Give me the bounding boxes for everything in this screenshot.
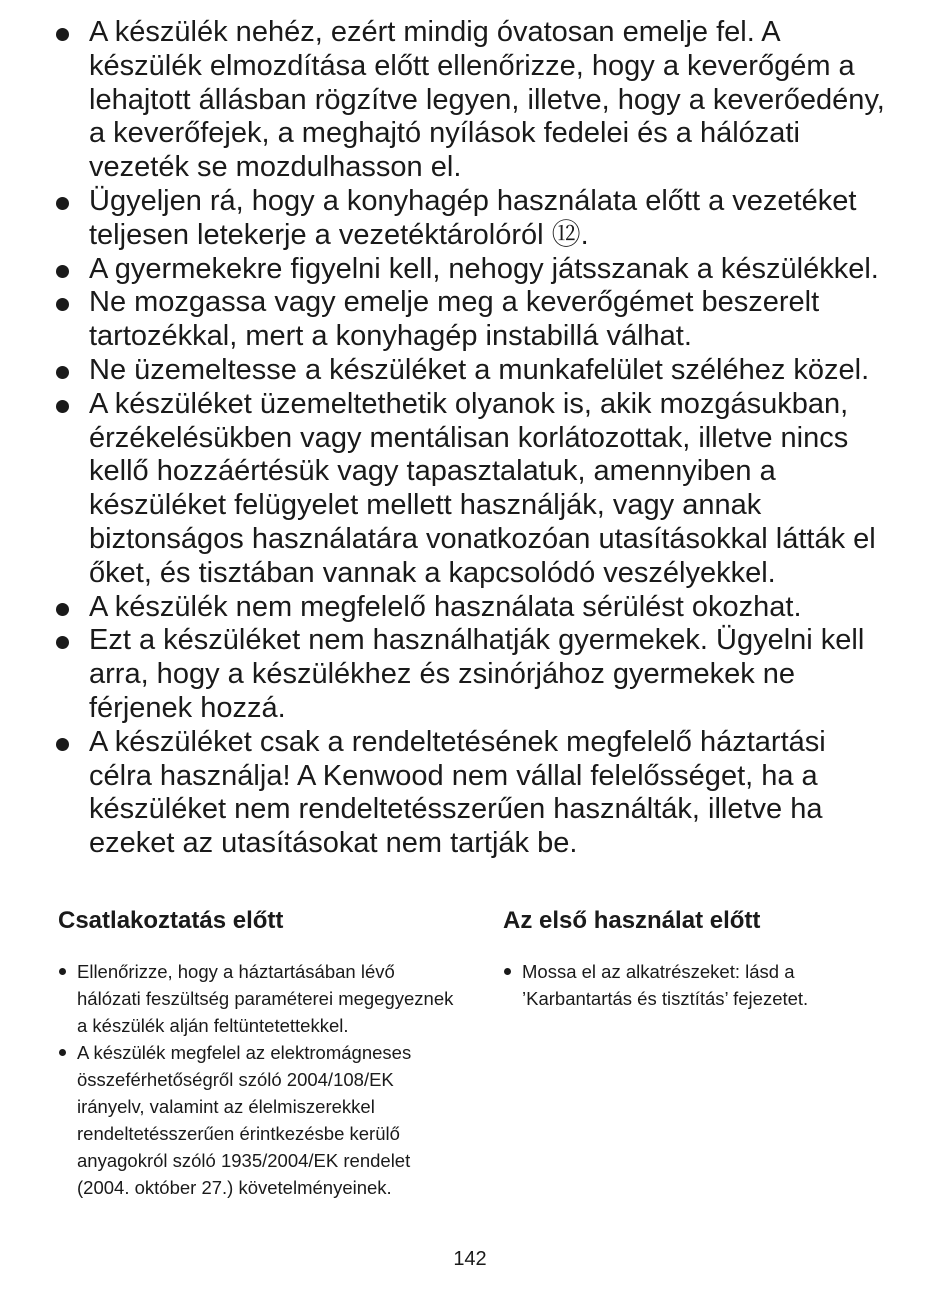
bullet-icon <box>56 298 69 311</box>
bullet-icon <box>56 366 69 379</box>
list-item: A készüléket üzemeltethetik olyanok is, akik mozgásukban, érzékelésükben vagy mentálisan korlátozottak, illetve nincs kellő hozzáértésük vagy tapasztalatuk, amennyiben a készüléket felügyelet mellett használják, vagy annak biztonságos használatára vonatkozóan utasításokkal látták el őket, és tisztában vannak a kapcsolódó veszélyekkel. <box>56 388 896 591</box>
bullet-icon <box>504 968 511 975</box>
list-item: A készüléket csak a rendeltetésének megfelelő háztartási célra használja! A Kenwood nem vállal felelősséget, ha a készüléket nem rendeltetésszerűen használták, illetve ha ezeket az utasításokat nem tartják be. <box>56 726 896 861</box>
before-connecting-section <box>58 906 458 1201</box>
bullet-icon <box>56 738 69 751</box>
section-heading: Csatlakoztatás előtt <box>58 907 284 934</box>
page-number: 142 <box>453 1248 487 1270</box>
list-item: Ne mozgassa vagy emelje meg a keverőgémet beszerelt tartozékkal, mert a konyhagép instabillá válhat. <box>56 286 896 354</box>
list-item: Ne üzemeltesse a készüléket a munkafelület széléhez közel. <box>56 354 896 388</box>
list-item: Ellenőrizze, hogy a háztartásában lévő hálózati feszültség paraméterei megegyeznek a készülék alján feltüntetettekkel. <box>58 958 458 1039</box>
safety-instructions-list <box>56 16 896 861</box>
bullet-icon <box>59 1049 66 1056</box>
bullet-icon <box>56 265 69 278</box>
section-heading: Az első használat előtt <box>503 907 761 934</box>
bullet-icon <box>59 968 66 975</box>
before-connecting-list <box>58 958 458 1201</box>
list-item: Mossa el az alkatrészeket: lásd a ’Karbantartás és tisztítás’ fejezetet. <box>503 958 903 1012</box>
before-first-use-section <box>503 906 903 1012</box>
list-item: Ezt a készüléket nem használhatják gyermekek. Ügyelni kell arra, hogy a készülékhez és zsinórjához gyermekek ne férjenek hozzá. <box>56 624 896 725</box>
bullet-icon <box>56 603 69 616</box>
list-item: A készülék nem megfelelő használata sérülést okozhat. <box>56 591 896 625</box>
bullet-icon <box>56 197 69 210</box>
bullet-icon <box>56 400 69 413</box>
list-item: Ügyeljen rá, hogy a konyhagép használata előtt a vezetéket teljesen letekerje a vezetéktárolóról ⑫. <box>56 185 896 253</box>
before-first-use-list <box>503 958 903 1012</box>
list-item: A készülék megfelel az elektromágneses összeférhetőségről szóló 2004/108/EK irányelv, valamint az élelmiszerekkel rendeltetésszerűen érintkezésbe kerülő anyagokról szóló 1935/2004/EK rendelet (2004. október 27.) követelményeinek. <box>58 1039 458 1201</box>
bullet-icon <box>56 28 69 41</box>
list-item: A készülék nehéz, ezért mindig óvatosan emelje fel. A készülék elmozdítása előtt ellenőrizze, hogy a keverőgém a lehajtott állásban rögzítve legyen, illetve, hogy a keverőedény, a keverőfejek, a meghajtó nyílások fedelei és a hálózati vezeték se mozdulhasson el. <box>56 16 896 185</box>
bullet-icon <box>56 636 69 649</box>
list-item: A gyermekekre figyelni kell, nehogy játsszanak a készülékkel. <box>56 253 896 287</box>
